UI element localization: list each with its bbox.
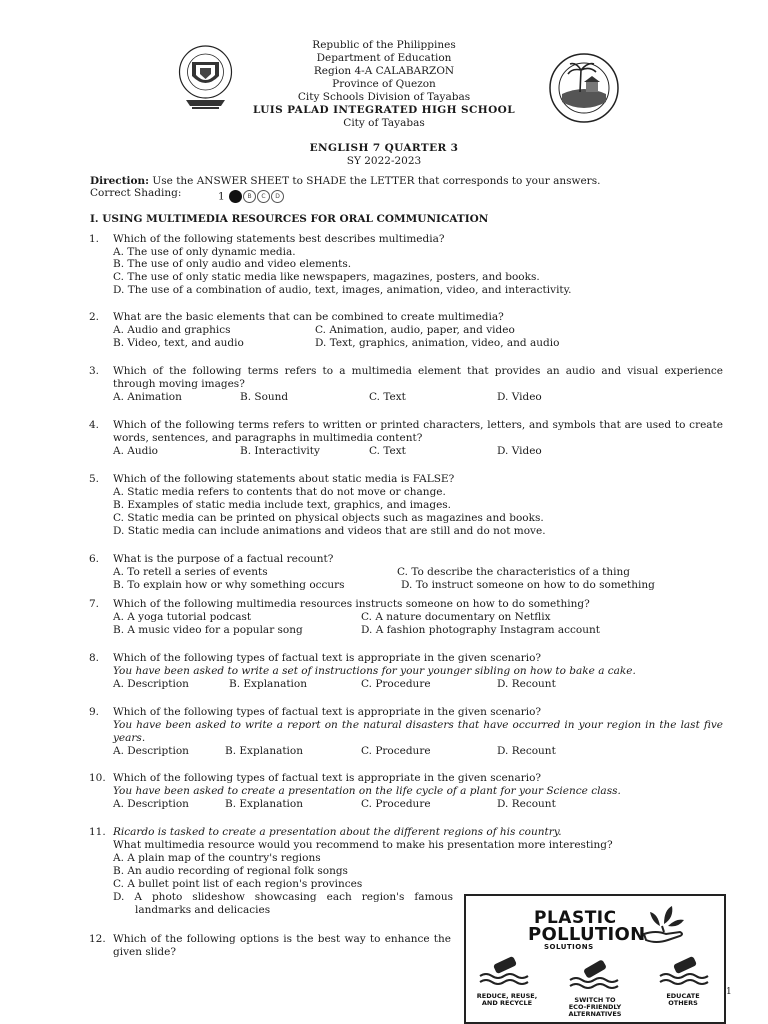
course-title: ENGLISH 7 QUARTER 3 xyxy=(309,142,459,154)
q8-option-b: B. Explanation xyxy=(229,678,308,690)
q8-text: Which of the following types of factual text is appropriate in the given scenario? xyxy=(113,652,542,664)
q3-option-c: C. Text xyxy=(369,391,406,403)
slide-title-pollution: POLLUTION xyxy=(528,924,646,945)
q12-number: 12. xyxy=(89,933,106,945)
shading-example xyxy=(218,190,284,204)
bottle-waves-icon-educate xyxy=(656,954,712,990)
q5-number: 5. xyxy=(89,473,100,485)
q10-option-c: C. Procedure xyxy=(361,798,431,810)
header-province: Province of Quezon xyxy=(332,78,436,90)
q10-option-d: D. Recount xyxy=(497,798,556,810)
bubble-d: D xyxy=(271,190,284,203)
slide-subtitle: SOLUTIONS xyxy=(544,943,594,951)
header-republic: Republic of the Philippines xyxy=(312,39,456,51)
q9-option-d: D. Recount xyxy=(497,745,556,757)
q3-text: Which of the following terms refers to a multimedia element that provides an audio and visual experience through moving images? xyxy=(113,365,723,390)
q5-option-a: A. Static media refers to contents that do not move or change. xyxy=(113,486,446,498)
q11-number: 11. xyxy=(89,826,106,838)
q10-option-a: A. Description xyxy=(113,798,189,810)
q5-option-d: D. Static media can include animations and videos that are still and do not move. xyxy=(113,525,546,537)
q6-number: 6. xyxy=(89,553,100,565)
q2-option-c: C. Animation, audio, paper, and video xyxy=(315,324,515,336)
q11-text: What multimedia resource would you recommend to make his presentation more interesting? xyxy=(113,839,613,851)
header-department: Department of Education xyxy=(316,52,452,64)
caption-educate: EDUCATE OTHERS xyxy=(666,992,700,1007)
q10-option-b: B. Explanation xyxy=(225,798,304,810)
q5-option-c: C. Static media can be printed on physical objects such as magazines and books. xyxy=(113,512,544,524)
header-division: City Schools Division of Tayabas xyxy=(297,91,471,103)
q10-text: Which of the following types of factual text is appropriate in the given scenario? xyxy=(113,772,542,784)
q7-option-b: B. A music video for a popular song xyxy=(113,624,303,636)
shaded-bubble xyxy=(229,190,242,203)
q8-option-a: A. Description xyxy=(113,678,189,690)
q11-option-d: D. A photo slideshow showcasing each region's famous landmarks and delicacies xyxy=(113,891,453,916)
q4-option-c: C. Text xyxy=(369,445,406,457)
plastic-pollution-slide xyxy=(464,894,726,1024)
bottle-waves-icon-switch xyxy=(566,960,622,994)
q5-option-b: B. Examples of static media include text, graphics, and images. xyxy=(113,499,452,511)
q9-text: Which of the following types of factual text is appropriate in the given scenario? xyxy=(113,706,542,718)
q7-text: Which of the following multimedia resources instructs someone on how to do something? xyxy=(113,598,590,610)
slide-title-plastic: PLASTIC xyxy=(534,908,617,928)
header-region: Region 4-A CALABARZON xyxy=(313,65,455,77)
q1-text: Which of the following statements best describes multimedia? xyxy=(113,233,445,245)
hand-plant-icon xyxy=(642,904,690,948)
header-city: City of Tayabas xyxy=(343,117,425,129)
shading-label: Correct Shading: xyxy=(90,187,182,199)
caption-switch: SWITCH TO ECO-FRIENDLY ALTERNATIVES xyxy=(568,996,622,1018)
q11-option-b: B. An audio recording of regional folk songs xyxy=(113,865,348,877)
q3-number: 3. xyxy=(89,365,100,377)
q4-option-b: B. Interactivity xyxy=(240,445,320,457)
q8-scenario: You have been asked to write a set of instructions for your younger sibling on how to bake a cake. xyxy=(113,665,636,677)
q4-text: Which of the following terms refers to written or printed characters, letters, and symbols that are used to create words, sentences, and paragraphs in multimedia content? xyxy=(113,419,723,444)
q11-scenario: Ricardo is tasked to create a presentation about the different regions of his country. xyxy=(113,826,562,838)
q2-text: What are the basic elements that can be combined to create multimedia? xyxy=(113,311,504,323)
q7-option-c: C. A nature documentary on Netflix xyxy=(361,611,551,623)
q4-number: 4. xyxy=(89,419,100,431)
q8-number: 8. xyxy=(89,652,100,664)
q1-number: 1. xyxy=(89,233,100,245)
q9-option-a: A. Description xyxy=(113,745,189,757)
q7-option-d: D. A fashion photography Instagram account xyxy=(361,624,600,636)
page-number: 1 xyxy=(726,987,732,997)
q11-option-a: A. A plain map of the country's regions xyxy=(113,852,321,864)
direction-label: Direction: xyxy=(90,175,150,187)
q5-text: Which of the following statements about static media is FALSE? xyxy=(113,473,455,485)
bubble-c: C xyxy=(257,190,270,203)
q9-option-b: B. Explanation xyxy=(225,745,304,757)
q4-option-d: D. Video xyxy=(497,445,542,457)
shading-number: 1 xyxy=(218,190,225,203)
q6-option-b: B. To explain how or why something occurs xyxy=(113,579,345,591)
school-year: SY 2022-2023 xyxy=(346,155,422,167)
direction-text: Use the ANSWER SHEET to SHADE the LETTER that corresponds to your answers. xyxy=(149,175,601,187)
q1-option-a: A. The use of only dynamic media. xyxy=(113,246,296,258)
q6-option-a: A. To retell a series of events xyxy=(113,566,268,578)
q6-option-c: C. To describe the characteristics of a thing xyxy=(397,566,630,578)
q1-option-c: C. The use of only static media like newspapers, magazines, posters, and books. xyxy=(113,271,540,283)
q6-text: What is the purpose of a factual recount? xyxy=(113,553,334,565)
q2-option-b: B. Video, text, and audio xyxy=(113,337,244,349)
q2-option-a: A. Audio and graphics xyxy=(113,324,231,336)
q8-option-d: D. Recount xyxy=(497,678,556,690)
header-school: LUIS PALAD INTEGRATED HIGH SCHOOL xyxy=(253,104,515,116)
q9-scenario: You have been asked to write a report on the natural disasters that have occurred in your region in the last five years. xyxy=(113,719,723,744)
bubble-b: B xyxy=(243,190,256,203)
q3-option-d: D. Video xyxy=(497,391,542,403)
q4-option-a: A. Audio xyxy=(113,445,159,457)
q3-option-b: B. Sound xyxy=(240,391,289,403)
q7-option-a: A. A yoga tutorial podcast xyxy=(113,611,252,623)
q10-scenario: You have been asked to create a presentation on the life cycle of a plant for your Science class. xyxy=(113,785,621,797)
q7-number: 7. xyxy=(89,598,100,610)
q3-option-a: A. Animation xyxy=(113,391,182,403)
q9-option-c: C. Procedure xyxy=(361,745,431,757)
caption-reduce: REDUCE, REUSE, AND RECYCLE xyxy=(476,992,538,1007)
q6-option-d: D. To instruct someone on how to do something xyxy=(401,579,655,591)
q12-text: Which of the following options is the best way to enhance the given slide? xyxy=(113,933,451,958)
q2-option-d: D. Text, graphics, animation, video, and audio xyxy=(315,337,560,349)
q9-number: 9. xyxy=(89,706,100,718)
q1-option-d: D. The use of a combination of audio, text, images, animation, video, and interactivity. xyxy=(113,284,572,296)
q1-option-b: B. The use of only audio and video elements. xyxy=(113,258,352,270)
q2-number: 2. xyxy=(89,311,100,323)
q11-option-c: C. A bullet point list of each region's provinces xyxy=(113,878,363,890)
bottle-waves-icon-reduce xyxy=(476,954,532,990)
section-heading: I. USING MULTIMEDIA RESOURCES FOR ORAL COMMUNICATION xyxy=(90,213,489,225)
q8-option-c: C. Procedure xyxy=(361,678,431,690)
q10-number: 10. xyxy=(89,772,106,784)
